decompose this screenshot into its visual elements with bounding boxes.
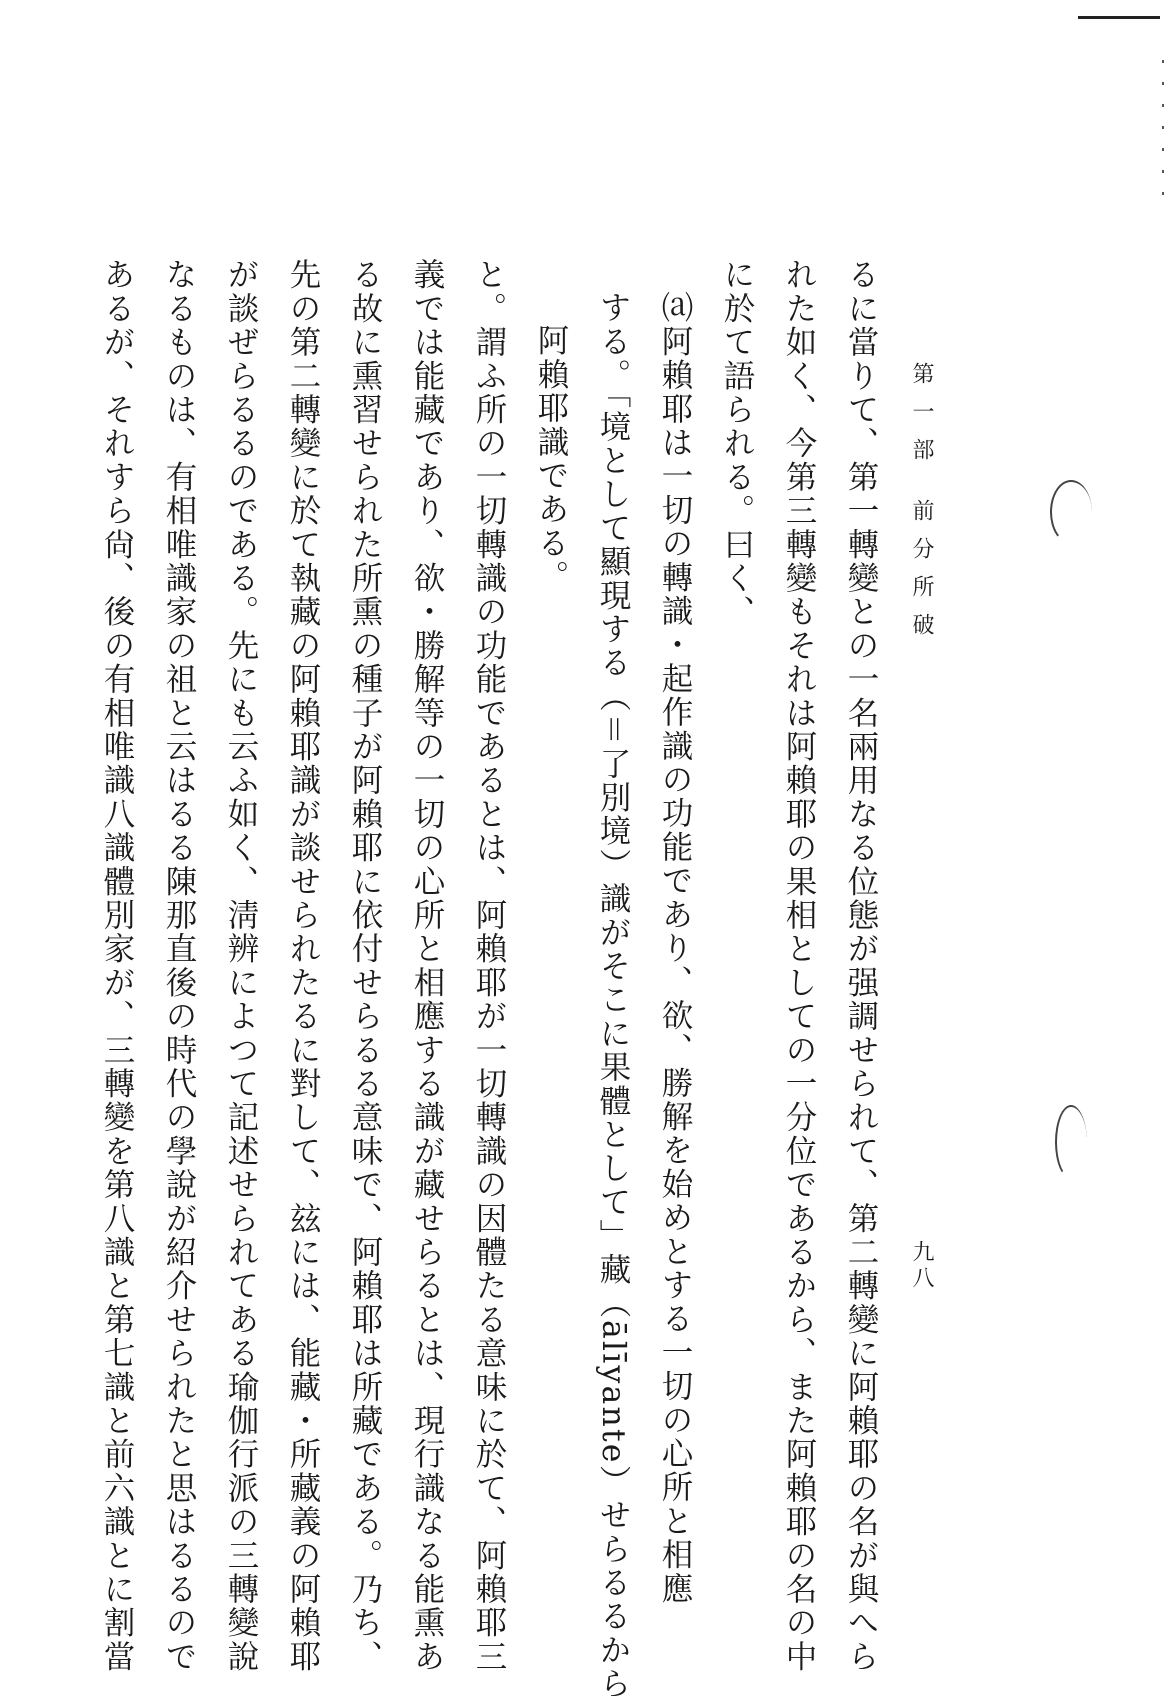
quote-line: する。「境として顯現する（＝了別境）識がそこに果體として」藏（ālīyante）せらるるから: [595, 291, 631, 1701]
scan-arc-mark: [1050, 480, 1092, 544]
text-line: あるが、それすら尙、後の有相唯識八識體別家が、三轉變を第八識と第七識と前六識とに割當: [99, 258, 135, 1674]
scan-arc-mark: [1055, 1105, 1087, 1179]
text-line: なるものは、有相唯識家の祖と云はるる陳那直後の時代の學說が紹介せられたと思はるるので: [161, 258, 197, 1674]
quote-line: 阿賴耶識である。: [533, 324, 569, 594]
text-line: れた如く、今第三轉變もそれは阿賴耶の果相としての一分位であるから、また阿賴耶の名の中: [781, 258, 817, 1674]
quote-line: ⒜阿賴耶は一切の轉識・起作識の功能であり、欲、勝解を始めとする一切の心所と相應: [657, 291, 693, 1606]
scan-dots: [1162, 60, 1164, 210]
scan-edge-rule: [1078, 16, 1160, 19]
body-text: [99, 258, 892, 1701]
text-line: に於て語られる。曰く、: [719, 258, 755, 629]
text-line: る故に熏習せられた所熏の種子が阿賴耶に依付せらるる意味で、阿賴耶は所藏である。乃ち、: [347, 258, 383, 1674]
text-line: 先の第二轉變に於て執藏の阿賴耶識が談せられたるに對して、玆には、能藏・所藏義の阿賴耶: [285, 258, 321, 1674]
text-line: 義では能藏であり、欲・勝解等の一切の心所と相應する識が藏せらるとは、現行識なる能熏あ: [409, 258, 445, 1674]
text-line: るに當りて、第一轉變との一名兩用なる位態が强調せられて、第二轉變に阿賴耶の名が與へら: [843, 258, 879, 1674]
text-line: が談ぜらるるのである。先にも云ふ如く、淸辨によつて記述せられてある瑜伽行派の三轉變說: [223, 258, 259, 1674]
running-head: 第一部 前分所破: [909, 362, 934, 651]
page-number: 九八: [909, 1240, 934, 1292]
text-line: と。謂ふ所の一切轉識の功能であるとは、阿賴耶が一切轉識の因體たる意味に於て、阿賴耶三: [471, 258, 507, 1674]
